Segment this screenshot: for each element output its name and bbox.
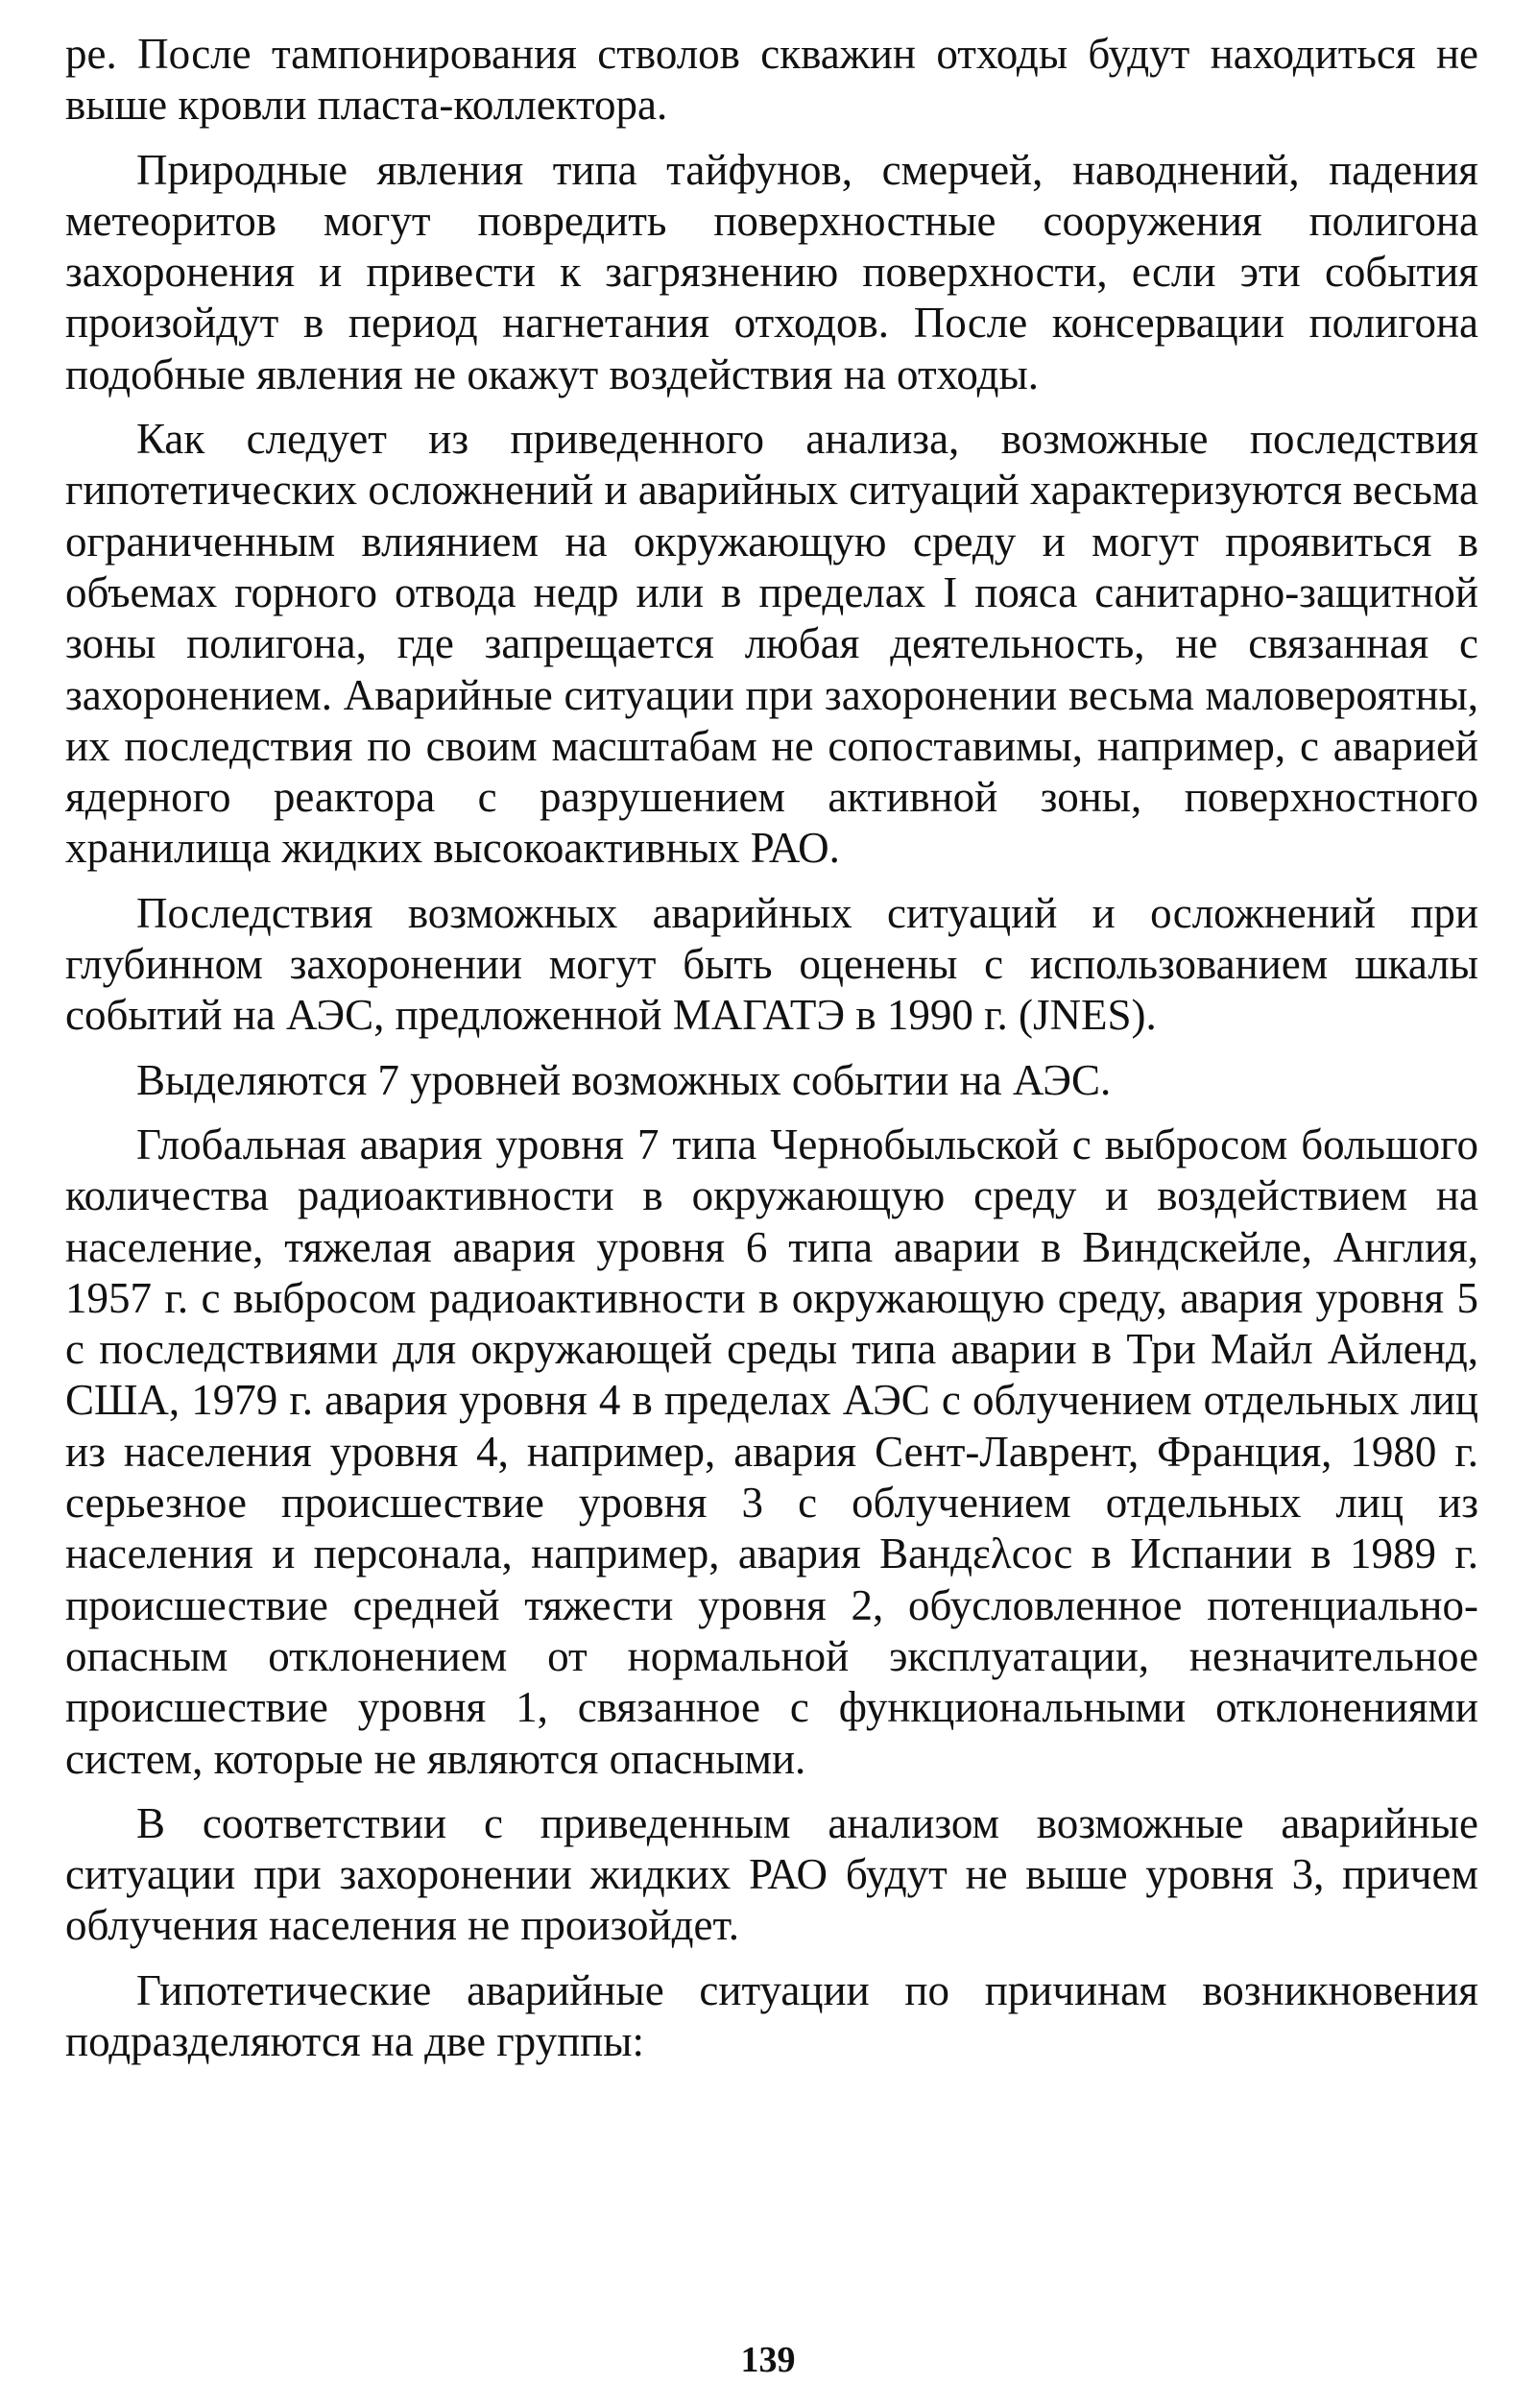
paragraph-seven-levels: Выделяются 7 уровней возможных событии на АЭС.: [136, 1055, 1112, 1104]
paragraph-hypothetical-groups: Гипотетические аварийные ситуации по причинам возникновения подразделяются на две группы:: [65, 1965, 1478, 2065]
document-page: [65, 29, 1478, 2081]
paragraph-consequences-scale: Последствия возможных аварийных ситуаций и осложнений при глубинном захоронении могут быть оценены с использованием шкалы событий на АЭС, предложенной МАГАТЭ в 1990 г. (JNES).: [65, 888, 1478, 1040]
paragraph-conclusion: В соответствии с приведенным анализом возможные аварийные ситуации при захоронении жидких РАО будут не выше уровня 3, причем облучения населения не произойдет.: [65, 1798, 1478, 1950]
paragraph-natural-phenomena: Природные явления типа тайфунов, смерчей, наводнений, падения метеоритов могут повредить поверхностные сооружения полигона захоронения и привести к загрязнению поверхности, если эти события произойдут в период нагнетания отходов. После консервации полигона подобные явления не окажут воздействия на отходы.: [65, 145, 1478, 398]
paragraph-level-descriptions: Глобальная авария уровня 7 типа Чернобыльской с выбросом большого количества радиоактивности в окружающую среду и воздействием на население, тяжелая авария уровня 6 типа аварии в Виндскейле, Англия, 1957 г. с выбросом радиоактивности в окружающую среду, авария уровня 5 с последствиями для окружающей среды типа аварии в Три Майл Айленд, США, 1979 г. авария уровня 4 в пределах АЭС с облучением отдельных лиц из населения уровня 4, например, авария Сент-Лаврент, Франция, 1980 г. серьезное происшествие уровня 3 с облучением отдельных лиц из населения и персонала, например, авария Вандελсос в Испании в 1989 г. происшествие средней тяжести уровня 2, обусловленное потенциально-опасным отклонением от нормальной эксплуатации, незначительное происшествие уровня 1, связанное с функциональными отклонениями систем, которые не являются опасными.: [65, 1120, 1478, 1783]
paragraph-continuation: ре. После тампонирования стволов скважин отходы будут находиться не выше кровли пласта-коллектора.: [65, 30, 1478, 130]
paragraph-analysis: Как следует из приведенного анализа, возможные последствия гипотетических осложнений и аварийных ситуаций характеризуются весьма ограниченным влиянием на окружающую среду и могут проявиться в объемах горного отвода недр или в пределах I пояса санитарно-защитной зоны полигона, где запрещается любая деятельность, не связанная с захоронением. Аварийные ситуации при захоронении весьма маловероятны, их последствия по своим масштабам не сопоставимы, например, с аварией ядерного реактора с разрушением активной зоны, поверхностного хранилища жидких высокоактивных РАО.: [65, 415, 1478, 873]
page-number: 139: [740, 2340, 796, 2380]
